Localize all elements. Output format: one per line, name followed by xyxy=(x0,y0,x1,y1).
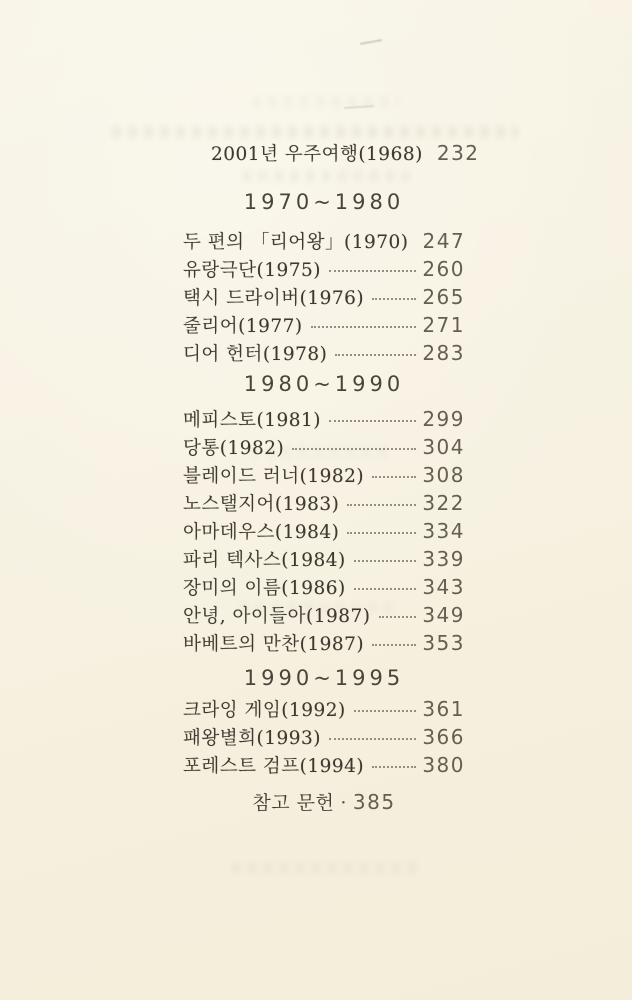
toc-entry-title: 패왕별희(1993) xyxy=(183,728,322,749)
toc-entry-page: 299 xyxy=(422,407,465,431)
toc-entry-title: 포레스트 검프(1994) xyxy=(183,756,365,777)
toc-entry xyxy=(183,752,465,777)
toc-entry xyxy=(183,284,465,309)
paper-scratch xyxy=(360,39,382,45)
toc-entry-title: 아마데우스(1984) xyxy=(183,522,340,543)
toc-entry-title: 줄리어(1977) xyxy=(183,316,303,337)
dot-leader xyxy=(372,766,416,768)
toc-entry-page: 260 xyxy=(422,257,465,281)
bleed-through-smudge xyxy=(112,126,518,138)
references-line xyxy=(183,788,465,812)
table-of-contents xyxy=(183,140,480,814)
toc-entry xyxy=(183,228,466,253)
toc-entry-title: 블레이드 러너(1982) xyxy=(183,466,365,487)
toc-entry xyxy=(183,340,465,365)
dot-leader xyxy=(347,504,416,506)
toc-entry-page: 366 xyxy=(422,725,465,749)
toc-entry-title: 노스탤지어(1983) xyxy=(183,494,340,515)
toc-entry-title: 메피스토(1981) xyxy=(183,410,322,431)
toc-entry-page: 283 xyxy=(422,341,465,365)
toc-entry-page: 353 xyxy=(422,631,465,655)
toc-entry-title: 크라잉 게임(1992) xyxy=(183,700,346,721)
dot-leader xyxy=(329,270,416,272)
toc-entry-page: 339 xyxy=(422,547,465,571)
toc-entry-page: 271 xyxy=(422,313,465,337)
dot-leader xyxy=(372,644,416,646)
bleed-through-smudge xyxy=(252,96,400,108)
paper-scratch xyxy=(344,105,374,109)
toc-entry xyxy=(183,602,465,627)
toc-entry-page: 265 xyxy=(422,285,465,309)
section-entries xyxy=(183,696,465,777)
section-entries xyxy=(183,406,465,655)
section-header-1980-1990: 1980~1990 xyxy=(243,372,405,396)
toc-entry-title: 안녕, 아이들아(1987) xyxy=(183,606,371,627)
dot-leader xyxy=(311,326,417,328)
toc-entry xyxy=(183,630,465,655)
toc-entry-page: 304 xyxy=(422,435,465,459)
toc-entry-page: 232 xyxy=(436,141,480,165)
toc-entry xyxy=(183,312,465,337)
toc-entry-title: 바베트의 만찬(1987) xyxy=(183,634,365,655)
toc-entry xyxy=(183,490,465,515)
toc-entry xyxy=(183,434,465,459)
toc-entry-page: 247 xyxy=(422,229,466,253)
dot-leader xyxy=(379,616,417,618)
toc-entry xyxy=(183,724,465,749)
toc-entry-title: 디어 헌터(1978) xyxy=(183,344,328,365)
middle-dot-separator: · xyxy=(340,792,347,814)
toc-entry-title: 유랑극단(1975) xyxy=(183,260,322,281)
toc-entry xyxy=(183,696,465,721)
dot-leader xyxy=(292,448,416,450)
toc-entry-page: 361 xyxy=(422,697,465,721)
toc-entry-page: 308 xyxy=(422,463,465,487)
references-label: 참고 문헌 xyxy=(252,792,335,814)
toc-entry xyxy=(183,140,480,165)
dot-leader xyxy=(329,738,416,740)
dot-leader xyxy=(335,354,416,356)
references-page: 385 xyxy=(352,790,396,814)
dot-leader xyxy=(347,532,416,534)
bleed-through-smudge xyxy=(232,862,420,874)
dot-leader xyxy=(354,560,417,562)
toc-entry xyxy=(183,256,465,281)
dot-leader xyxy=(372,298,416,300)
toc-entry-page: 380 xyxy=(422,753,465,777)
toc-entry-title: 파리 텍사스(1984) xyxy=(183,550,346,571)
toc-entry-title: 두 편의 「리어왕」(1970) xyxy=(183,232,409,253)
toc-entry xyxy=(183,518,465,543)
toc-entry-title: 당통(1982) xyxy=(183,438,285,459)
toc-entry-page: 322 xyxy=(422,491,465,515)
toc-entry-title: 장미의 이름(1986) xyxy=(183,578,346,599)
dot-leader xyxy=(354,710,417,712)
toc-entry-page: 349 xyxy=(422,603,465,627)
toc-entry-page: 343 xyxy=(422,575,465,599)
section-header-1970-1980: 1970~1980 xyxy=(243,190,405,214)
toc-entry-title: 택시 드라이버(1976) xyxy=(183,288,365,309)
dot-leader xyxy=(372,476,416,478)
toc-entry xyxy=(183,574,465,599)
section-entries xyxy=(183,228,466,365)
toc-entry-title: 2001년 우주여행(1968) xyxy=(211,144,423,165)
toc-entry-page: 334 xyxy=(422,519,465,543)
toc-entry xyxy=(183,546,465,571)
toc-entry xyxy=(183,406,465,431)
toc-entry xyxy=(183,462,465,487)
dot-leader xyxy=(329,420,416,422)
section-header-1990-1995: 1990~1995 xyxy=(243,666,405,690)
dot-leader xyxy=(354,588,417,590)
